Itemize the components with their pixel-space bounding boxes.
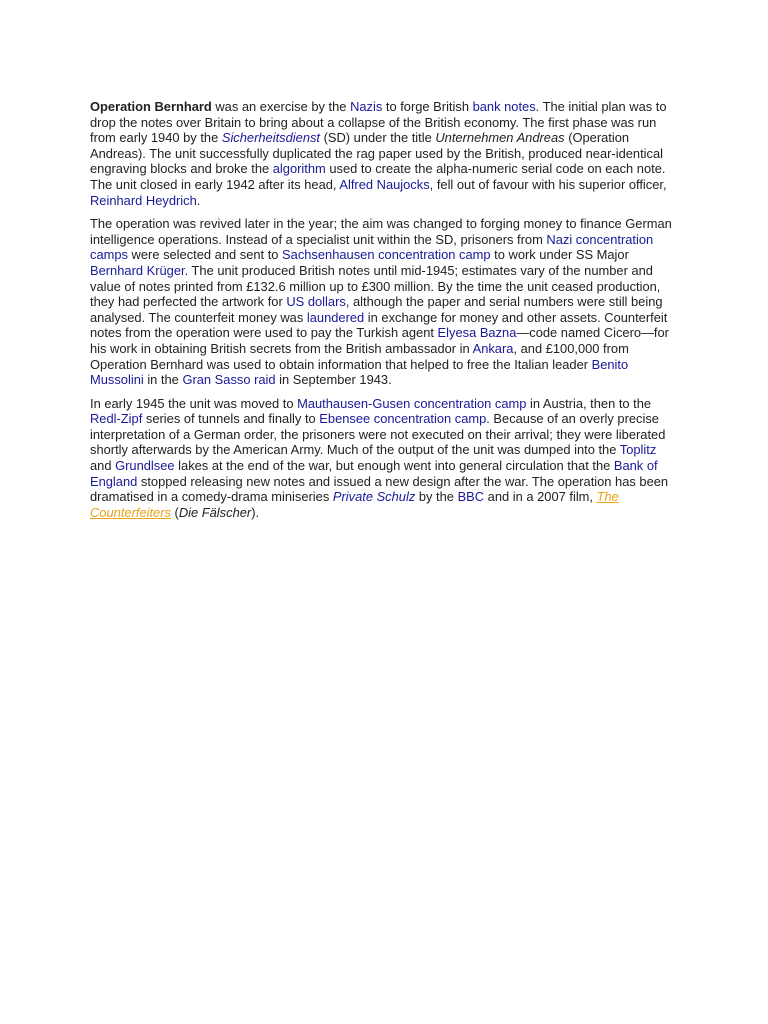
text-run: . The initial plan was to drop the notes over Britain to bring about a collapse of the British economy. The first phase was run from early 1940 by the [90,99,667,146]
link-gran-sasso-raid[interactable]: Gran Sasso raid [182,372,276,388]
text-run: . [196,192,201,208]
link-bank-of-england[interactable]: Bank of England [90,458,658,489]
text-run: . Because of an overly precise interpretation of a German order, the prisoners were not executed on their arrival; they were liberated shortly afterwards by the American Army. Much of the output of the unit was dumped into the [90,411,666,458]
link-algorithm[interactable]: algorithm [272,161,326,177]
link-sachsenhausen[interactable]: Sachsenhausen concentration camp [282,247,491,263]
link-private-schulz[interactable]: Private Schulz [332,489,416,505]
link-ankara[interactable]: Ankara [472,340,514,356]
link-the-counterfeiters[interactable]: The Counterfeiters [90,489,619,520]
text-run: , fell out of favour with his superior officer, [429,176,667,192]
text-run: in September 1943. [275,372,392,388]
link-nazi-concentration-camps[interactable]: Nazi concentration camps [90,231,654,263]
text-run: , and £100,000 from Operation Bernhard was used to obtain information that helped to free the Italian leader [90,340,629,372]
link-mauthausen-gusen[interactable]: Mauthausen-Gusen concentration camp [297,395,527,411]
text-run: to work under SS Major [490,247,629,263]
link-reinhard-heydrich[interactable]: Reinhard Heydrich [90,192,197,208]
link-nazis[interactable]: Nazis [350,99,383,114]
link-grundlsee[interactable]: Grundlsee [115,458,175,474]
link-us-dollars[interactable]: US dollars [286,294,346,310]
text-run: lakes at the end of the war, but enough went into general circulation that the [174,458,614,474]
text-run: and in a 2007 film, [484,489,597,505]
link-redl-zipf[interactable]: Redl-Zipf [90,411,143,427]
italic-text: Unternehmen Andreas [435,130,565,146]
text-run: . The unit produced British notes until mid-1945; estimates vary of the number and value of notes printed from £132.6 million up to £300 million. By the time the unit ceased production, they had perfected the artwork for [90,262,661,310]
text-run: and [90,458,116,474]
text-run: by the [415,489,458,505]
link-elyesa-bazna[interactable]: Elyesa Bazna [437,325,517,341]
paragraph-2 [90,216,680,388]
text-run: , although the paper and serial numbers were still being analysed. The counterfeit money was [90,294,663,325]
link-toplitz[interactable]: Toplitz [619,442,657,458]
link-bernhard-kruger[interactable]: Bernhard Krüger [90,262,185,278]
link-alfred-naujocks[interactable]: Alfred Naujocks [339,176,430,192]
text-run: —code named Cicero—for his work in obtaining British secrets from the British ambassador in [90,325,669,356]
text-run: ). [251,504,260,520]
link-benito-mussolini[interactable]: Benito Mussolini [90,356,629,388]
bold-term: Operation Bernhard [90,99,212,114]
link-laundered[interactable]: laundered [306,309,365,325]
text-run: in Austria, then to the [526,395,652,411]
link-ebensee[interactable]: Ebensee concentration camp [319,411,487,427]
link-sicherheitsdienst[interactable]: Sicherheitsdienst [221,130,321,146]
text-run: In early 1945 the unit was moved to [90,395,298,411]
text-run: in the [143,372,183,388]
text-run: were selected and sent to [127,247,283,263]
text-run: series of tunnels and finally to [142,411,320,427]
text-run: in exchange for money and other assets. Counterfeit notes from the operation were used to pay the Turkish agent [90,309,668,341]
article-body [90,99,680,528]
link-bbc[interactable]: BBC [457,489,485,505]
text-run: to forge British [382,99,473,114]
italic-text: Die Fälscher [178,504,252,520]
paragraph-1 [90,99,680,208]
link-bank-notes[interactable]: bank notes [472,99,536,114]
text-run: stopped releasing new notes and issued a new design after the war. The operation has been dramatised in a comedy-drama miniseries [90,473,669,505]
text-run: was an exercise by the [211,99,351,114]
text-run: used to create the alpha-numeric serial code on each note. The unit closed in early 1942 after its head, [90,161,666,192]
paragraph-3 [90,396,680,521]
text-run: (SD) under the title [320,130,436,146]
text-run: ( [170,504,179,520]
text-run: (Operation Andreas). The unit successfully duplicated the rag paper used by the British, produced near-identical engraving blocks and broke the [90,130,664,177]
text-run: The operation was revived later in the year; the aim was changed to forging money to finance German intelligence operations. Instead of a specialist unit within the SD, prisoners from [90,216,672,247]
